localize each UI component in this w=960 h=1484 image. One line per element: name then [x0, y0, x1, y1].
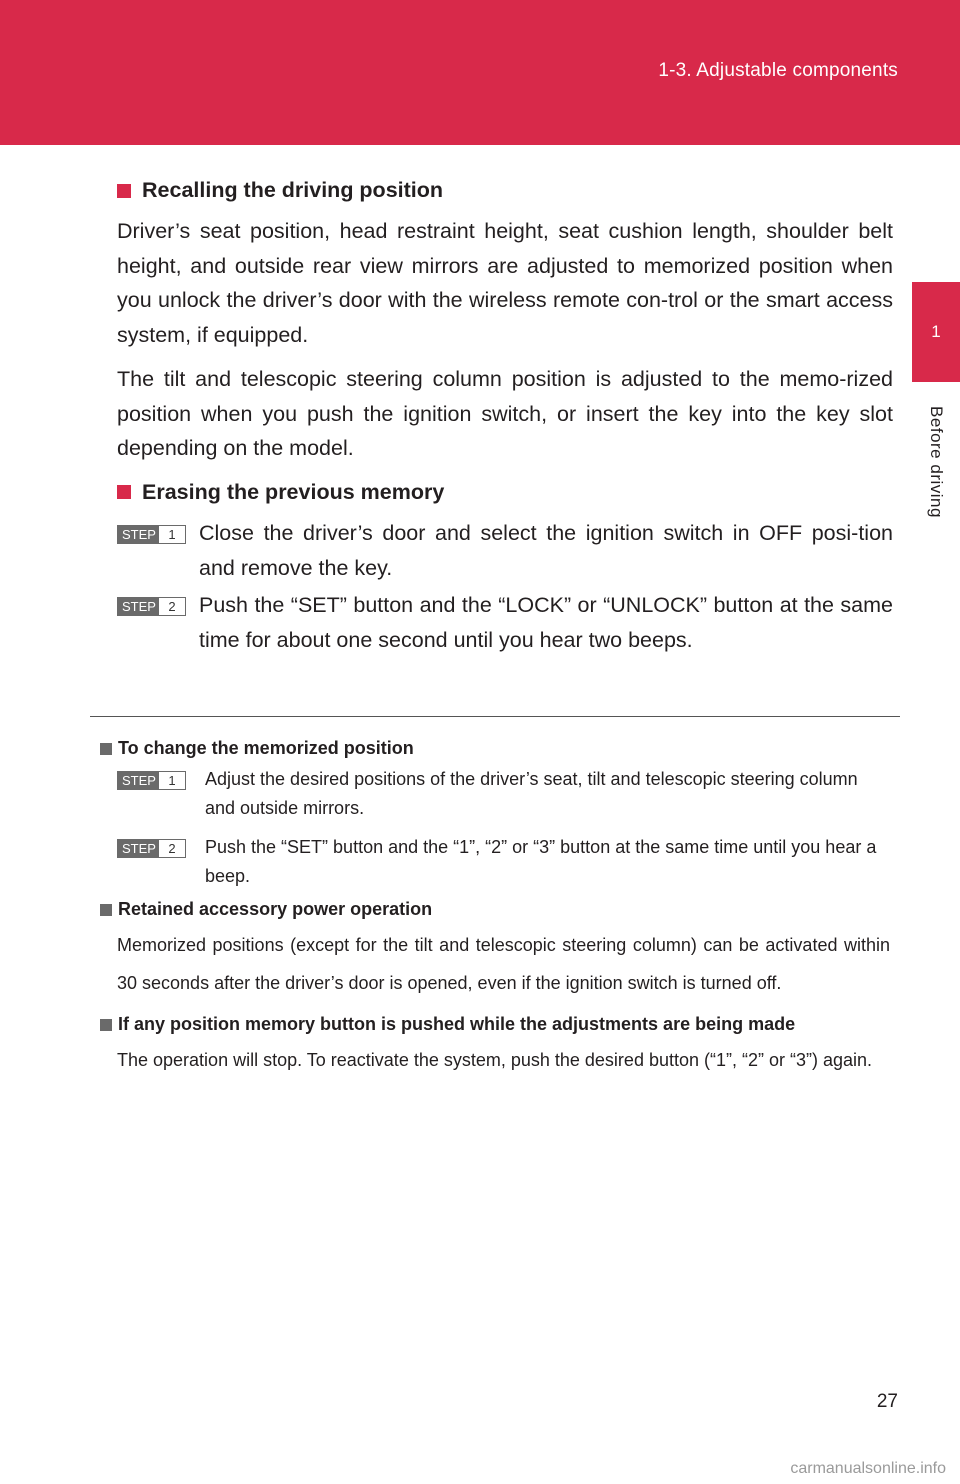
square-bullet-icon [100, 904, 112, 916]
step-badge [117, 771, 186, 790]
change-step-2 [100, 833, 890, 891]
step-badge [117, 525, 186, 544]
step-badge-number: 1 [158, 525, 186, 544]
erase-heading [117, 480, 893, 505]
step-badge-number: 2 [158, 597, 186, 616]
square-bullet-icon [100, 1019, 112, 1031]
chapter-label-text: Before driving [927, 406, 947, 518]
header-band [0, 0, 960, 145]
recall-para-1: Driver’s seat position, head restraint height, seat cushion length, shoulder belt height, and outside rear view mirrors are adjusted to memorized position when you unlock the driver’s door with the wireless remote con-trol or the smart access system, if equipped. [117, 219, 893, 347]
chapter-label [912, 392, 960, 532]
step-badge-number: 2 [158, 839, 186, 858]
recall-heading-text: Recalling the driving position [142, 178, 444, 202]
page-number: 27 [876, 1391, 898, 1412]
step-badge-word: STEP [117, 839, 158, 858]
erase-step-2 [117, 588, 893, 658]
change-heading-text: To change the memorized position [118, 738, 414, 758]
pushed-text: The operation will stop. To reactivate the system, push the desired button (“1”, “2” or “3”) again. [117, 1050, 873, 1070]
change-heading [100, 738, 890, 759]
square-bullet-icon [100, 743, 112, 755]
step-badge-word: STEP [117, 597, 158, 616]
step-badge [117, 839, 186, 858]
erase-step-1-text: Close the driver’s door and select the ignition switch in OFF posi-tion and remove the key. [199, 520, 893, 580]
retained-heading [100, 899, 890, 920]
pushed-heading [100, 1014, 890, 1035]
watermark: carmanualsonline.info [790, 1460, 946, 1477]
notes-section [100, 738, 890, 1085]
step-badge-word: STEP [117, 771, 158, 790]
section-title: 1-3. Adjustable components [658, 60, 898, 81]
retained-heading-text: Retained accessory power operation [118, 899, 433, 919]
retained-text: Memorized positions (except for the tilt and telescopic steering column) can be activated within 30 seconds after the driver’s door is opened, even if the ignition switch is turned off. [117, 935, 890, 993]
change-step-1-text: Adjust the desired positions of the driver’s seat, tilt and telescopic steering column and outside mirrors. [205, 769, 858, 818]
change-step-2-text: Push the “SET” button and the “1”, “2” or “3” button at the same time until you hear a beep. [205, 837, 877, 886]
erase-step-1 [117, 516, 893, 586]
square-bullet-icon [117, 184, 131, 198]
chapter-number: 1 [931, 322, 941, 341]
main-content [117, 178, 893, 658]
step-badge-word: STEP [117, 525, 158, 544]
section-divider [90, 716, 900, 717]
square-bullet-icon [117, 485, 131, 499]
erase-step-2-text: Push the “SET” button and the “LOCK” or “UNLOCK” button at the same time for about one second until you hear two beeps. [199, 592, 893, 652]
step-badge [117, 597, 186, 616]
chapter-tab [912, 282, 960, 382]
change-step-1 [100, 765, 890, 823]
recall-heading [117, 178, 893, 203]
recall-para-2: The tilt and telescopic steering column position is adjusted to the memo-rized position when you push the ignition switch, or insert the key into the key slot depending on the model. [117, 367, 893, 460]
erase-heading-text: Erasing the previous memory [142, 479, 445, 504]
step-badge-number: 1 [158, 771, 186, 790]
pushed-heading-text: If any position memory button is pushed while the adjustments are being made [118, 1014, 796, 1034]
